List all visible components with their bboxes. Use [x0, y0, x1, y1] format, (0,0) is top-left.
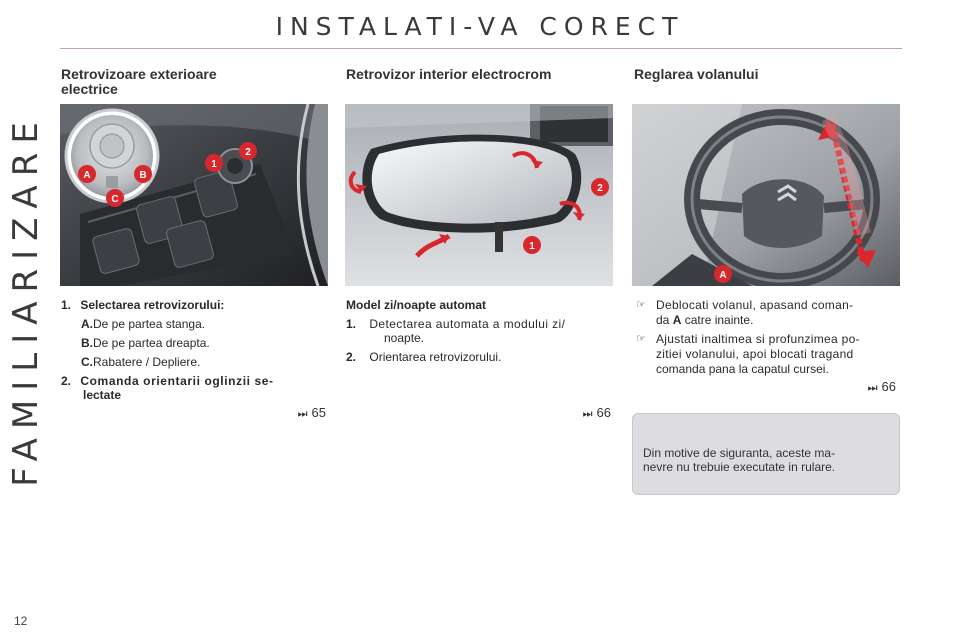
reference-page-number: 66 [881, 379, 896, 394]
bullet-text: Deblocati volanul, apasand coman- [656, 298, 854, 312]
subitem-text: Rabatere / Depliere. [93, 355, 201, 369]
item-number: 1. [346, 317, 357, 331]
steering-wheel-image [632, 104, 900, 286]
section2-heading: Retrovizor interior electrocrom [346, 66, 552, 82]
list-item [346, 350, 614, 365]
header-divider [60, 48, 902, 49]
callout-a-badge: A [719, 270, 727, 281]
fast-forward-icon: ⏭ [867, 382, 878, 394]
section2-page-reference[interactable] [545, 405, 611, 421]
pointing-hand-icon: ☞ [636, 299, 646, 311]
callout-2-badge: 2 [597, 183, 603, 194]
item-text: Detectarea automata a modului zi/ [369, 317, 566, 331]
section1-page-reference[interactable] [260, 405, 326, 421]
callout-b-badge: B [139, 170, 147, 181]
section3-page-reference[interactable] [830, 379, 896, 395]
subitem-text: De pe partea dreapta. [93, 336, 210, 350]
bullet-text-continued: zitiei volanului, apoi blocati tragand [656, 347, 854, 361]
section1-heading [61, 67, 321, 97]
bullet-item [636, 332, 902, 377]
item-text: Selectarea retrovizorului: [80, 298, 225, 312]
list-item [346, 317, 614, 346]
fast-forward-icon: ⏭ [297, 408, 308, 420]
control-label: A [672, 313, 682, 327]
section3-heading: Reglarea volanului [634, 66, 759, 82]
callout-2-badge: 2 [245, 147, 251, 158]
list-item [61, 374, 329, 403]
interior-mirror-image [345, 104, 613, 286]
item-number: 2. [61, 374, 72, 388]
callout-1-badge: 1 [529, 241, 535, 252]
section2-subheading: Model zi/noapte automat [346, 298, 487, 312]
bullet-text: Ajustati inaltimea si profunzimea po- [656, 332, 860, 346]
subitem-letter: B. [81, 336, 93, 350]
subitem-letter: C. [81, 355, 93, 369]
side-label-text: FAMILIARIZARE [6, 113, 46, 487]
bullet-text-continued: comanda pana la capatul cursei. [656, 362, 829, 376]
subitem-letter: A. [81, 317, 93, 331]
reference-page-number: 66 [596, 405, 611, 420]
callout-1-badge: 1 [211, 159, 217, 170]
fast-forward-icon: ⏭ [582, 408, 593, 420]
safety-note-text: Din motive de siguranta, aceste ma- nevre nu trebuie executate in rulare. [643, 446, 836, 474]
exterior-mirror-controls-image [60, 104, 328, 286]
list-subitem [61, 355, 329, 370]
page-number: 12 [14, 614, 28, 628]
item-text-continued: noapte. [384, 331, 425, 345]
section1-heading-line2: electrice [61, 81, 118, 97]
item-number: 2. [346, 350, 357, 364]
side-label [6, 113, 46, 487]
list-subitem [61, 336, 329, 351]
item-number: 1. [61, 298, 72, 312]
reference-page-number: 65 [311, 405, 326, 420]
section3-bullets [636, 298, 902, 381]
page-title: INSTALATI-VA CORECT [275, 12, 685, 41]
list-subitem [61, 317, 329, 332]
section1-heading-line1: Retrovizoare exterioare [61, 66, 217, 82]
item-text: Comanda orientarii oglinzii se- [80, 374, 274, 388]
item-text-continued: lectate [83, 388, 122, 402]
bullet-item [636, 298, 902, 328]
pointing-hand-icon: ☞ [636, 333, 646, 345]
exterior-mirror-illustration [60, 104, 328, 286]
item-text: Orientarea retrovizorului. [369, 350, 502, 364]
section1-list [61, 298, 329, 407]
list-item [61, 298, 329, 313]
interior-mirror-illustration [345, 104, 613, 286]
callout-a-badge: A [83, 170, 91, 181]
section2-list [346, 298, 614, 369]
safety-note-box [632, 413, 900, 495]
callout-c-badge: C [111, 194, 119, 205]
subitem-text: De pe partea stanga. [93, 317, 206, 331]
steering-wheel-illustration [632, 104, 900, 286]
bullet-text-continued: da A catre inainte. [656, 313, 754, 327]
